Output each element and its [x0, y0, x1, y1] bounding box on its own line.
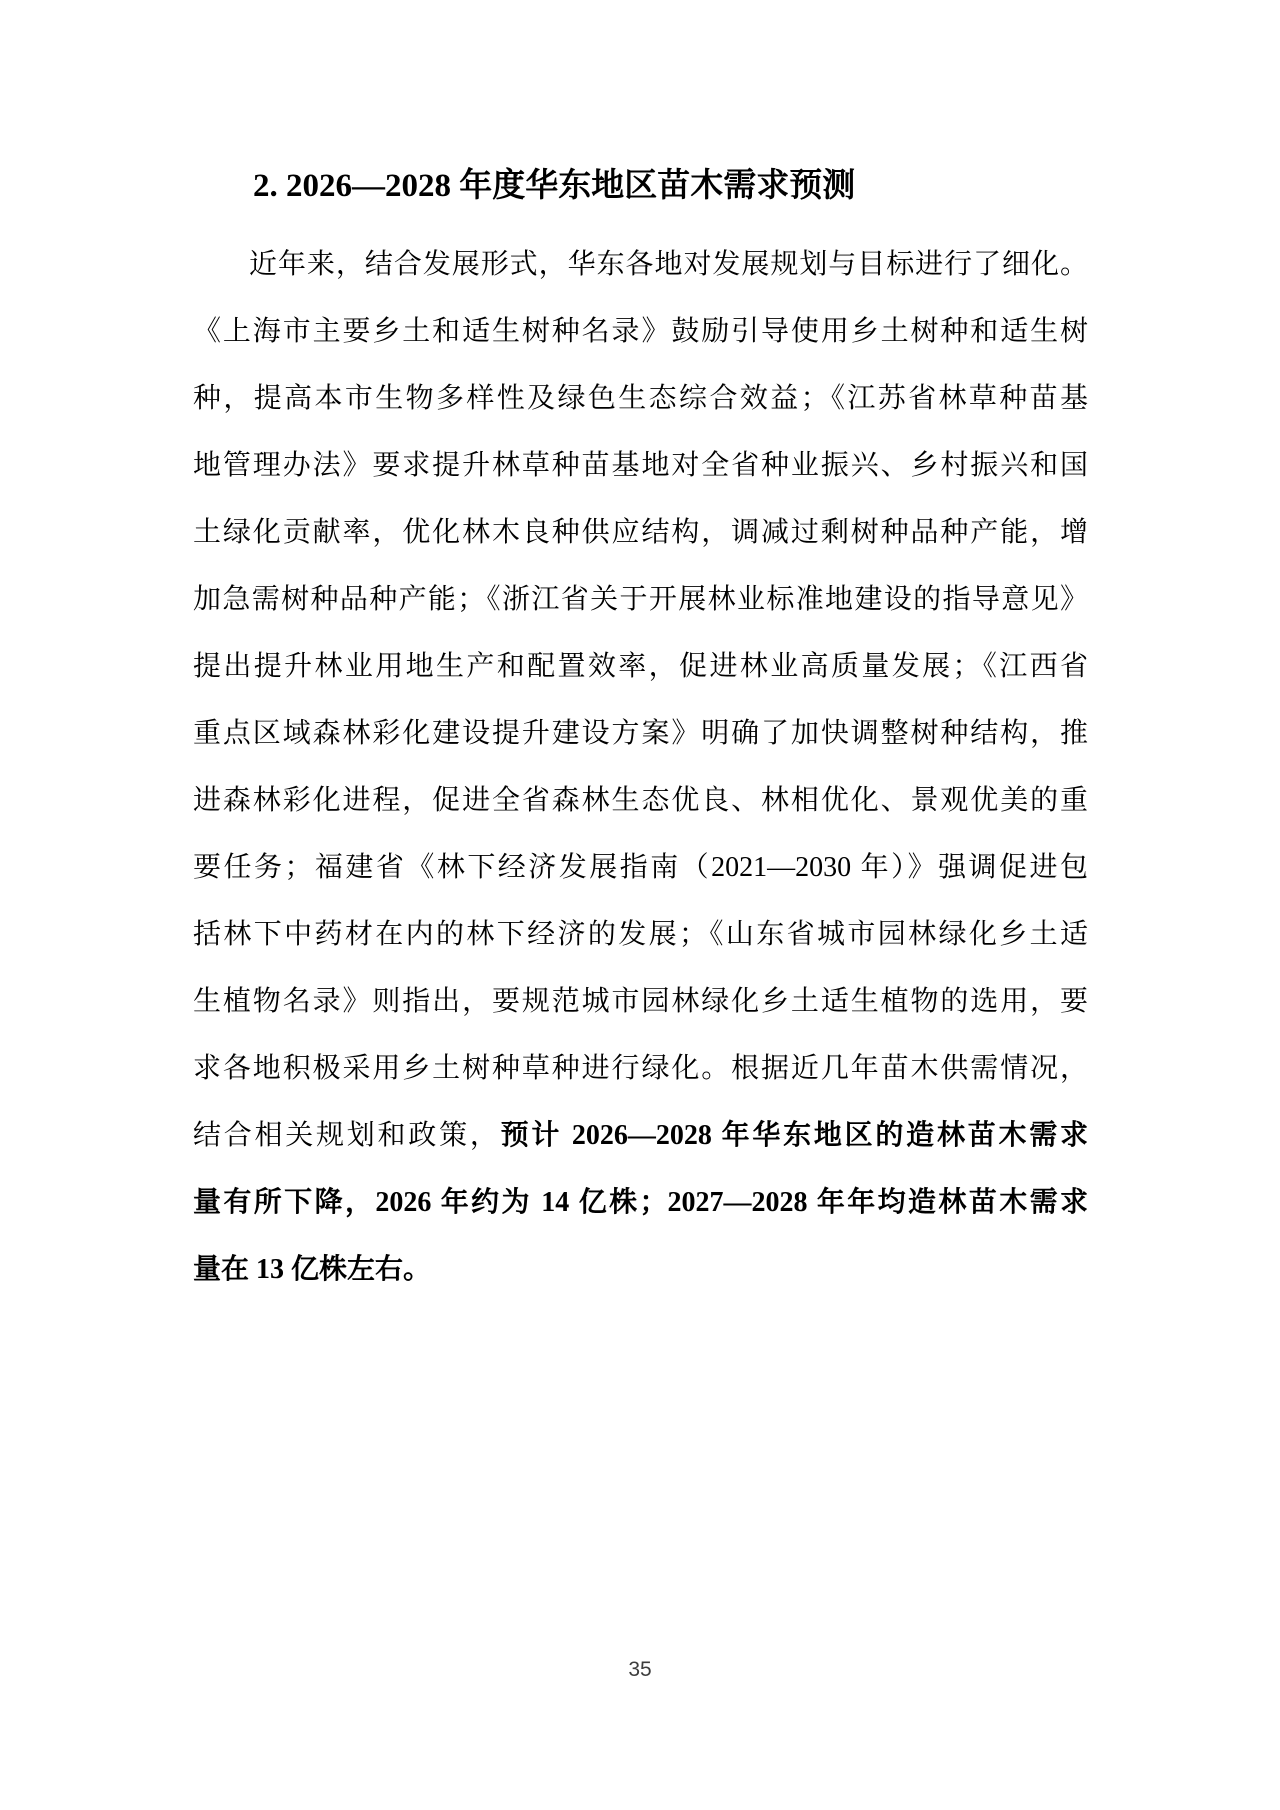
text-run: 《上海市主要乡土和适生树种名录》鼓励引导使用乡土树种和适生树: [193, 316, 1088, 347]
paragraph-line: [193, 231, 1088, 298]
text-run: 近年来，结合发展形式，华东各地对发展规划与目标进行了细化。: [249, 249, 1088, 280]
text-run: 求各地积极采用乡土树种草种进行绿化。根据近几年苗木供需情况，: [193, 1053, 1088, 1084]
paragraph-line: [193, 834, 1088, 901]
page-number: 35: [628, 1658, 652, 1681]
text-run: 地管理办法》要求提升林草种苗基地对全省种业振兴、乡村振兴和国: [193, 450, 1088, 481]
text-run: 提出提升林业用地生产和配置效率，促进林业高质量发展；《江西省: [193, 651, 1088, 682]
paragraph-line: [193, 566, 1088, 633]
paragraph-line: [193, 298, 1088, 365]
text-run: 重点区域森林彩化建设提升建设方案》明确了加快调整树种结构，推: [193, 718, 1088, 749]
paragraph-line: [193, 365, 1088, 432]
paragraph-line: [193, 700, 1088, 767]
paragraph-line: [193, 1102, 1088, 1169]
text-run: 结合相关规划和政策，: [193, 1120, 501, 1151]
section-heading: 2. 2026—2028 年度华东地区苗木需求预测: [253, 168, 856, 204]
paragraph-line: [193, 1035, 1088, 1102]
paragraph-line: [193, 499, 1088, 566]
text-run: 进森林彩化进程，促进全省森林生态优良、林相优化、景观优美的重: [193, 785, 1088, 816]
text-run: 生植物名录》则指出，要规范城市园林绿化乡土适生植物的选用，要: [193, 986, 1088, 1017]
paragraph-line: [193, 633, 1088, 700]
paragraph-line: [193, 432, 1088, 499]
paragraph-line: [193, 767, 1088, 834]
text-run: 种，提高本市生物多样性及绿色生态综合效益；《江苏省林草种苗基: [193, 383, 1088, 414]
paragraph-line: [193, 1236, 1088, 1303]
text-run: 要任务；福建省《林下经济发展指南（2021—2030 年）》强调促进包: [193, 852, 1088, 883]
paragraph-line: [193, 901, 1088, 968]
bold-text-run: 量有所下降，2026 年约为 14 亿株；2027—2028 年年均造林苗木需求: [193, 1187, 1088, 1218]
paragraph-line: [193, 1169, 1088, 1236]
paragraph-line: [193, 968, 1088, 1035]
bold-text-run: 量在 13 亿株左右。: [193, 1254, 432, 1285]
body-paragraph: [193, 231, 1088, 1303]
text-run: 加急需树种品种产能；《浙江省关于开展林业标准地建设的指导意见》: [193, 584, 1088, 615]
text-run: 括林下中药材在内的林下经济的发展；《山东省城市园林绿化乡土适: [193, 919, 1088, 950]
text-run: 土绿化贡献率，优化林木良种供应结构，调减过剩树种品种产能，增: [193, 517, 1088, 548]
bold-text-run: 预计 2026—2028 年华东地区的造林苗木需求: [500, 1120, 1088, 1151]
